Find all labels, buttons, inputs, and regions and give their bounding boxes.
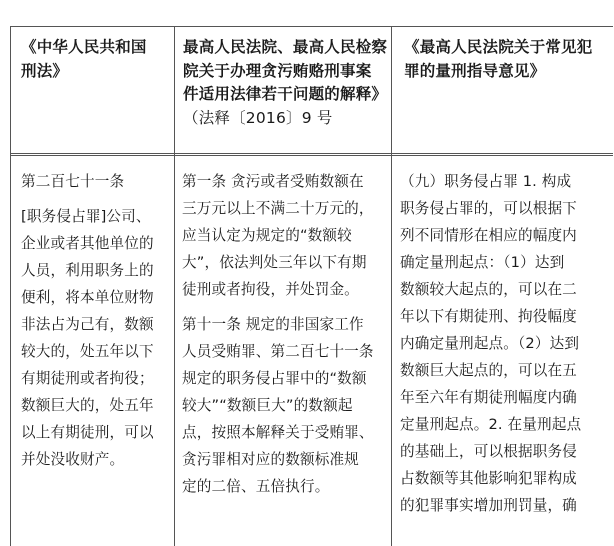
- body-cell-judicial-interpretation: [182, 168, 390, 500]
- header-cell-criminal-law: [21, 36, 171, 83]
- text-line: 第一条 贪污或者受贿数额在: [182, 173, 364, 190]
- text-line: 人员受贿罪、第二百七十一条: [182, 343, 374, 360]
- text-line: 并处没收财产。: [21, 451, 125, 468]
- text-line: 较大的，处五年以下: [21, 343, 154, 360]
- text-line: 点，按照本解释关于受贿罪、: [182, 424, 374, 441]
- comparison-table: [10, 26, 613, 546]
- header-divider-2: [11, 155, 613, 156]
- text-line: 非法占为己有，数额: [21, 316, 154, 333]
- text-line: 三万元以上不满二十万元的，: [182, 200, 374, 217]
- text-line: 年以下有期徒刑、拘役幅度: [400, 308, 577, 325]
- article-title: 第二百七十一条: [21, 173, 125, 190]
- header-line: 院关于办理贪污贿赂刑事案: [183, 61, 372, 80]
- text-line: 列不同情形在相应的幅度内: [400, 227, 577, 244]
- column-divider-1: [174, 27, 175, 546]
- text-line: 较大”“数额巨大”的数额起: [182, 397, 353, 414]
- text-line: [职务侵占罪]公司、: [21, 208, 151, 225]
- header-cell-judicial-interpretation: [183, 36, 391, 130]
- text-line: 确定量刑起点：（1）达到: [400, 254, 565, 271]
- text-line: 数额巨大的，处五年: [21, 397, 154, 414]
- header-line: 《中华人民共和国: [21, 38, 147, 56]
- text-line: 的基础上，可以根据职务侵: [400, 443, 577, 460]
- text-line: 定的二倍、五倍执行。: [182, 478, 330, 495]
- text-line: 有期徒刑或者拘役；: [21, 370, 154, 387]
- text-line: 企业或者其他单位的: [21, 235, 154, 252]
- text-line: （九）职务侵占罪 1. 构成: [400, 173, 572, 190]
- text-line: 以上有期徒刑，可以: [21, 424, 154, 441]
- header-line: 件适用法律若干问题的解释》: [183, 85, 388, 103]
- text-line: 徒刑或者拘役，并处罚金。: [182, 281, 359, 298]
- header-divider: [11, 153, 613, 154]
- header-line: 刑法》: [21, 61, 69, 80]
- text-line: 规定的职务侵占罪中的“数额: [182, 370, 367, 387]
- text-line: 职务侵占罪的，可以根据下: [400, 200, 577, 217]
- text-line: 定量刑起点。2. 在量刑起点: [400, 416, 582, 433]
- text-line: 人员，利用职务上的: [21, 262, 154, 279]
- body-cell-sentencing-guidance: [400, 168, 612, 519]
- text-line: 数额巨大起点的，可以在五: [400, 362, 577, 379]
- text-line: 应当认定为规定的“数额较: [182, 227, 352, 244]
- header-line: 最高人民法院、最高人民检察: [183, 38, 388, 56]
- text-line: 的犯罪事实增加刑罚量，确: [400, 497, 577, 514]
- header-line: （法释〔2016〕9 号: [183, 108, 333, 127]
- text-line: 内确定量刑起点。（2）达到: [400, 335, 580, 352]
- text-line: 贪污罪相对应的数额标准规: [182, 451, 359, 468]
- body-cell-criminal-law: [21, 168, 173, 473]
- header-line: 《最高人民法院关于常见犯: [404, 38, 593, 56]
- text-line: 大”，依法判处三年以下有期: [182, 254, 367, 271]
- text-line: 年至六年有期徒刑幅度内确: [400, 389, 577, 406]
- column-divider-2: [391, 27, 392, 546]
- header-cell-sentencing-guidance: [404, 36, 612, 83]
- text-line: 便利，将本单位财物: [21, 289, 154, 306]
- text-line: 占数额等其他影响犯罪构成: [400, 470, 577, 487]
- text-line: 第十一条 规定的非国家工作: [182, 316, 364, 333]
- text-line: 数额较大起点的，可以在二: [400, 281, 577, 298]
- header-line: 罪的量刑指导意见》: [404, 61, 546, 80]
